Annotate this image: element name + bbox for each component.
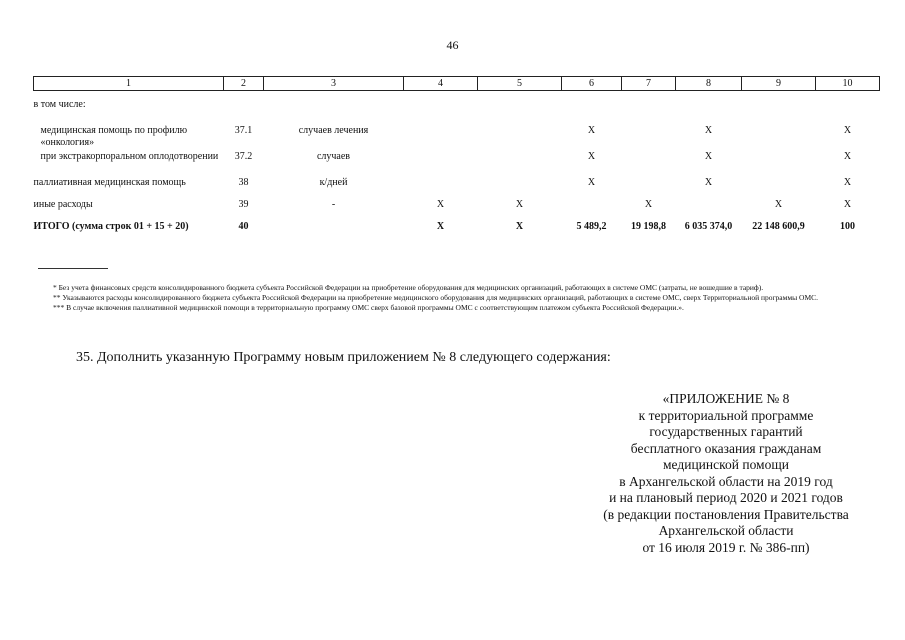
- cell: [404, 149, 478, 175]
- row-unit: случаев лечения: [298, 124, 369, 136]
- cell: X: [436, 198, 445, 210]
- cell: X: [436, 220, 445, 232]
- cell: [622, 149, 676, 175]
- cell: 19 198,8: [631, 220, 666, 232]
- header-cell: 9: [742, 77, 816, 91]
- cell: [742, 175, 816, 197]
- footnote: * Без учета финансовых средств консолидированного бюджета субъекта Российской Федерации на приобретение оборудования для медицинских организаций, работающих в системе ОМС (затраты, не вошедшие в тариф).: [53, 283, 764, 292]
- row-unit: случаев: [316, 150, 351, 162]
- row-code: 40: [238, 220, 249, 232]
- cell: 100: [840, 220, 855, 232]
- cell: X: [644, 198, 653, 210]
- cell: X: [587, 124, 596, 136]
- header-cell: 10: [816, 77, 880, 91]
- cell: X: [774, 198, 783, 210]
- row-label: медицинская помощь по профилю «онкология»: [40, 124, 188, 148]
- row-label: в том числе:: [33, 99, 86, 110]
- appendix-line: к территориальной программе: [638, 407, 814, 423]
- cell: X: [704, 124, 713, 136]
- page-number: 46: [446, 38, 459, 52]
- header-cell: 5: [478, 77, 562, 91]
- header-cell: 6: [562, 77, 622, 91]
- appendix-heading: [576, 391, 876, 556]
- row-code: 39: [238, 198, 249, 210]
- cell: 22 148 600,9: [752, 220, 805, 232]
- header-cell: 8: [676, 77, 742, 91]
- appendix-line: медицинской помощи: [663, 457, 789, 472]
- cell: 6 035 374,0: [684, 220, 733, 232]
- cell: [622, 175, 676, 197]
- cell: X: [843, 198, 852, 210]
- cell: [622, 115, 676, 149]
- row-code: 37.1: [234, 124, 253, 136]
- footnote: *** В случае включения паллиативной медицинской помощи в территориальную программу ОМС сверх базовой программы ОМС с соответствующим платежом субъекта Российской Федерации.».: [53, 303, 684, 312]
- appendix-line: (в редакции постановления Правительства: [603, 506, 849, 522]
- cell: X: [515, 220, 524, 232]
- row-unit: к/дней: [319, 176, 348, 188]
- row-code: 37.2: [234, 150, 253, 162]
- cell: [404, 115, 478, 149]
- appendix-line: «ПРИЛОЖЕНИЕ № 8: [662, 391, 790, 406]
- cell: [264, 219, 404, 241]
- appendix-line: Архангельской области: [658, 523, 794, 538]
- appendix-line: государственных гарантий: [649, 424, 803, 439]
- amendment-paragraph: 35. Дополнить указанную Программу новым приложением № 8 следующего содержания:: [76, 350, 611, 365]
- cell: [562, 197, 622, 219]
- appendix-line: в Архангельской области на 2019 год: [619, 473, 833, 489]
- appendix-line: от 16 июля 2019 г. № 386-пп): [642, 539, 810, 555]
- header-cell: 3: [264, 77, 404, 91]
- appendix-line: бесплатного оказания гражданам: [630, 440, 822, 456]
- table-row-total: [34, 219, 880, 241]
- appendix-line: и на плановый период 2020 и 2021 годов: [609, 490, 843, 505]
- row-label: иные расходы: [33, 198, 93, 210]
- cell: [676, 197, 742, 219]
- row-label: при экстракорпоральном оплодотворении: [40, 150, 219, 162]
- header-cell: 1: [34, 77, 224, 91]
- table-row: [34, 149, 880, 175]
- table-header-row: [34, 77, 880, 91]
- cell: X: [843, 176, 852, 188]
- cell: [478, 175, 562, 197]
- table-row: [34, 115, 880, 149]
- cell: X: [587, 176, 596, 188]
- cell: [742, 115, 816, 149]
- cell: [742, 149, 816, 175]
- cell: X: [587, 150, 596, 162]
- cell: [478, 149, 562, 175]
- header-cell: 4: [404, 77, 478, 91]
- cell: X: [515, 198, 524, 210]
- cell: X: [704, 150, 713, 162]
- footnote: ** Указываются расходы консолидированного бюджета субъекта Российской Федерации на приобретение медицинского оборудования для медицинских организаций, работающих в системе ОМС, сверх Территориальной программы ОМС.: [53, 293, 819, 302]
- row-label: ИТОГО (сумма строк 01 + 15 + 20): [33, 220, 189, 232]
- row-label: паллиативная медицинская помощь: [33, 176, 186, 188]
- table-row: [34, 197, 880, 219]
- cell: [404, 175, 478, 197]
- table-row: [34, 175, 880, 197]
- table-row: [34, 91, 880, 115]
- header-cell: 7: [622, 77, 676, 91]
- cell: 5 489,2: [576, 220, 607, 232]
- row-code: 38: [238, 176, 249, 188]
- cell: X: [704, 176, 713, 188]
- data-table: [33, 76, 880, 241]
- cell: X: [843, 150, 852, 162]
- footnotes: [38, 283, 881, 313]
- row-unit: -: [331, 198, 336, 210]
- cell: [478, 115, 562, 149]
- header-cell: 2: [224, 77, 264, 91]
- cell: X: [843, 124, 852, 136]
- footnote-divider: [38, 268, 108, 269]
